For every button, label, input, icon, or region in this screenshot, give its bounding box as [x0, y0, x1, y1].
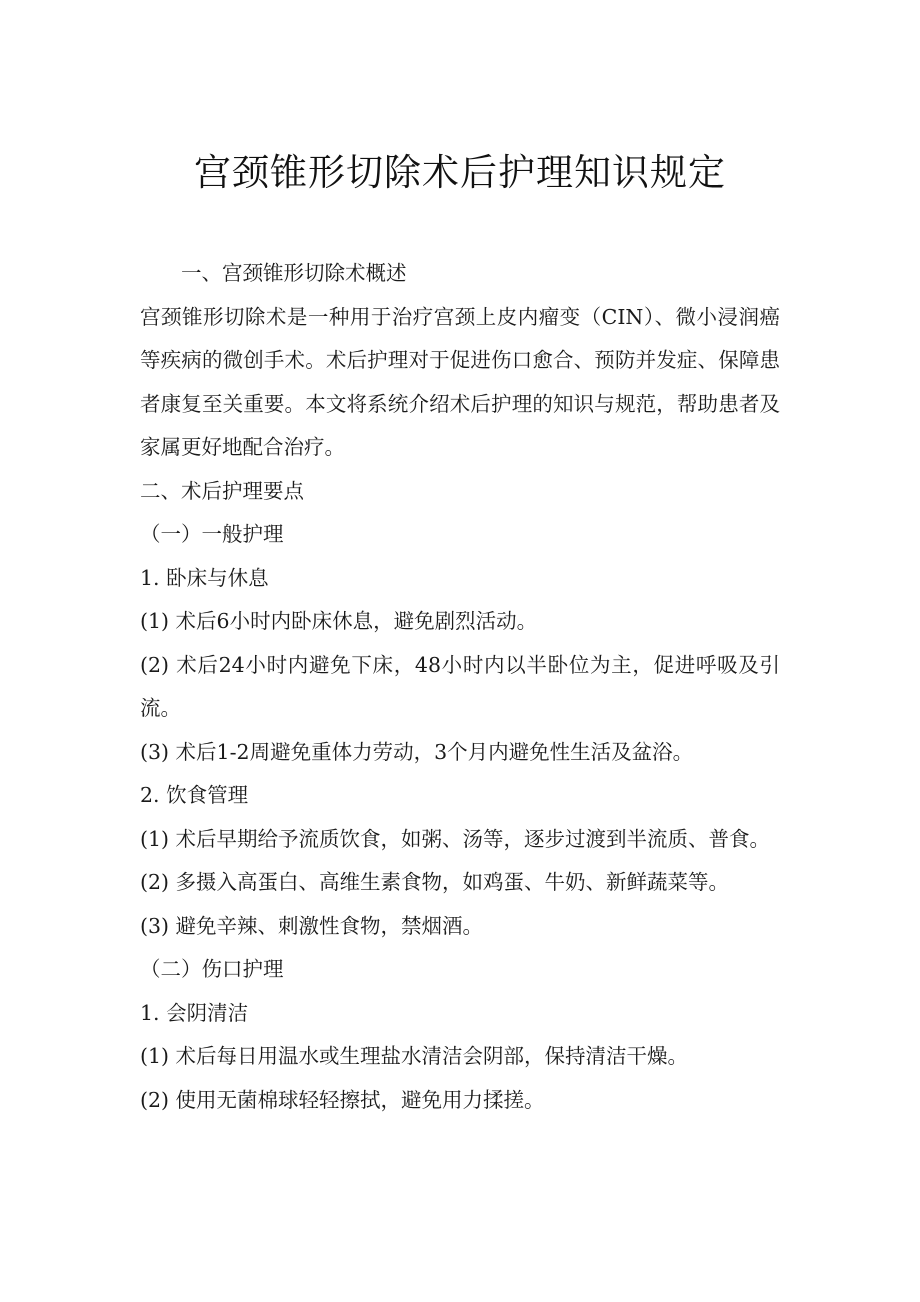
item-heading: 1. 卧床与休息 [140, 565, 269, 590]
list-item: (3) 术后1-2周避免重体力劳动，3个月内避免性生活及盆浴。 [140, 739, 694, 764]
document-body [140, 252, 780, 1122]
section-heading: 二、术后护理要点 [140, 478, 304, 503]
list-item: (1) 术后6小时内卧床休息，避免剧烈活动。 [140, 609, 538, 633]
list-item: (2) 术后24小时内避免下床，48小时内以半卧位为主，促进呼吸及引流。 [140, 652, 780, 720]
list-item: (2) 使用无菌棉球轻轻擦拭，避免用力揉搓。 [140, 1087, 545, 1112]
body-paragraph: 宫颈锥形切除术是一种用于治疗宫颈上皮内瘤变（CIN）、微小浸润癌等疾病的微创手术。术后护理对于促进伤口愈合、预防并发症、保障患者康复至关重要。本文将系统介绍术后护理的知识与规范，帮助患者及家属更好地配合治疗。 [140, 304, 780, 459]
item-heading: 2. 饮食管理 [140, 783, 249, 807]
list-item: (1) 术后每日用温水或生理盐水清洁会阴部，保持清洁干燥。 [140, 1044, 689, 1068]
list-item: (3) 避免辛辣、刺激性食物，禁烟酒。 [140, 913, 484, 938]
subsection-heading: （二）伤口护理 [140, 957, 284, 981]
list-item: (1) 术后早期给予流质饮食，如粥、汤等，逐步过渡到半流质、普食。 [140, 826, 771, 851]
document-title: 宫颈锥形切除术后护理知识规定 [194, 151, 726, 194]
list-item: (2) 多摄入高蛋白、高维生素食物，如鸡蛋、牛奶、新鲜蔬菜等。 [140, 870, 730, 894]
section-heading: 一、宫颈锥形切除术概述 [181, 261, 407, 285]
subsection-heading: （一）一般护理 [140, 522, 284, 546]
item-heading: 1. 会阴清洁 [140, 1000, 249, 1025]
